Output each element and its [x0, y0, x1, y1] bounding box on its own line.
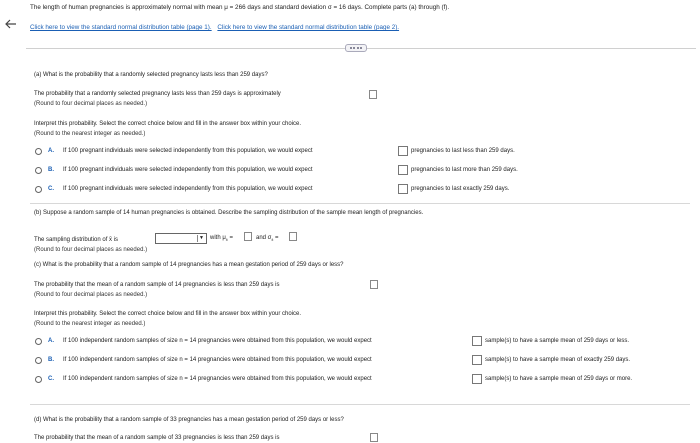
table-links: [30, 24, 399, 31]
part-a-option-b-radio[interactable]: [35, 167, 42, 174]
part-c-option-c-input[interactable]: [472, 374, 482, 384]
part-b-sd-input[interactable]: [289, 232, 297, 241]
part-c-option-b-input[interactable]: [472, 355, 482, 365]
section-divider: [30, 203, 690, 204]
part-d-probability-input[interactable]: [370, 433, 378, 442]
part-a-option-b-text: If 100 pregnant individuals were selected independently from this population, we would expect: [63, 167, 313, 173]
more-dots-icon: [350, 47, 362, 49]
part-a-option-a-radio[interactable]: [35, 148, 42, 155]
part-a-option-b-suffix: pregnancies to last more than 259 days.: [411, 167, 518, 173]
normal-table-link-page-1[interactable]: Click here to view the standard normal distribution table (page 1).: [30, 24, 212, 31]
part-c-option-b-letter: B.: [48, 357, 54, 363]
part-a-option-a-text: If 100 pregnant individuals were selected independently from this population, we would expect: [63, 148, 313, 154]
part-b-mean-label: with $\mu_{x̄}$ =: [210, 235, 233, 243]
part-c-option-b-suffix: sample(s) to have a sample mean of exactly 259 days.: [485, 357, 631, 363]
back-arrow-icon[interactable]: [4, 17, 18, 31]
normal-table-link-page-2[interactable]: Click here to view the standard normal distribution table (page 2).: [217, 24, 400, 31]
part-b-distribution-dropdown[interactable]: [155, 233, 207, 244]
part-c-interpret-round: (Round to the nearest integer as needed.): [34, 321, 146, 327]
part-c-round-note: (Round to four decimal places as needed.): [34, 292, 148, 298]
part-a-option-a-input[interactable]: [398, 146, 408, 156]
part-b-dist-prefix: The sampling distribution of x̄ is: [34, 237, 119, 243]
problem-statement: The length of human pregnancies is approximately normal with mean μ = 266 days and standard deviation σ = 16 days. Complete parts (a) through (f).: [30, 4, 450, 11]
part-c-option-a-suffix: sample(s) to have a sample mean of 259 days or less.: [485, 338, 630, 344]
part-a-option-c-letter: C.: [48, 186, 54, 192]
part-a-option-c-suffix: pregnancies to last exactly 259 days.: [411, 186, 510, 192]
part-c-option-a-radio[interactable]: [35, 338, 42, 345]
part-a-option-c-text: If 100 pregnant individuals were selected independently from this population, we would expect: [63, 186, 313, 192]
part-a-answer-line: The probability that a randomly selected pregnancy lasts less than 259 days is approximately: [34, 91, 281, 97]
part-a-interpret: Interpret this probability. Select the correct choice below and fill in the answer box within your choice.: [34, 121, 302, 127]
part-a-option-a-suffix: pregnancies to last less than 259 days.: [411, 148, 515, 154]
part-a-option-b-input[interactable]: [398, 165, 408, 175]
part-c-option-b-text: If 100 independent random samples of size n = 14 pregnancies were obtained from this population, we would expect: [63, 357, 372, 363]
part-b-question: (b) Suppose a random sample of 14 human pregnancies is obtained. Describe the sampling distribution of the sample mean length of pregnancies.: [34, 210, 424, 216]
part-c-question: (c) What is the probability that a random sample of 14 pregnancies has a mean gestation period of 259 days or less?: [34, 262, 344, 268]
part-c-interpret: Interpret this probability. Select the correct choice below and fill in the answer box within your choice.: [34, 311, 302, 317]
part-a-option-a-letter: A.: [48, 148, 54, 154]
part-a-interpret-round: (Round to the nearest integer as needed.): [34, 131, 146, 137]
expand-more-button[interactable]: [345, 44, 367, 52]
part-c-option-c-radio[interactable]: [35, 376, 42, 383]
part-c-probability-input[interactable]: [370, 280, 378, 289]
part-c-option-c-letter: C.: [48, 376, 54, 382]
part-a-probability-input[interactable]: [369, 90, 377, 99]
part-c-answer-line: The probability that the mean of a random sample of 14 pregnancies is less than 259 days is: [34, 282, 280, 288]
part-a-round-note: (Round to four decimal places as needed.): [34, 101, 148, 107]
part-a-question: (a) What is the probability that a randomly selected pregnancy lasts less than 259 days?: [34, 72, 268, 78]
part-c-option-c-text: If 100 independent random samples of size n = 14 pregnancies were obtained from this population, we would expect: [63, 376, 372, 382]
chevron-down-icon: ▼: [197, 235, 205, 242]
part-c-option-b-radio[interactable]: [35, 357, 42, 364]
part-c-option-a-text: If 100 independent random samples of size n = 14 pregnancies were obtained from this population, we would expect: [63, 338, 372, 344]
part-a-option-c-input[interactable]: [398, 184, 408, 194]
part-c-option-a-letter: A.: [48, 338, 54, 344]
part-c-option-c-suffix: sample(s) to have a sample mean of 259 days or more.: [485, 376, 633, 382]
part-a-option-c-radio[interactable]: [35, 186, 42, 193]
part-b-sd-label: and $\sigma_{x̄}$ =: [256, 235, 279, 243]
part-b-mean-input[interactable]: [244, 232, 252, 241]
part-d-question: (d) What is the probability that a random sample of 33 pregnancies has a mean gestation period of 259 days or less?: [34, 417, 344, 423]
section-divider: [30, 404, 690, 405]
part-a-option-b-letter: B.: [48, 167, 54, 173]
part-d-answer-line: The probability that the mean of a random sample of 33 pregnancies is less than 259 days is: [34, 435, 280, 441]
part-c-option-a-input[interactable]: [472, 336, 482, 346]
part-b-round-note: (Round to four decimal places as needed.): [34, 247, 148, 253]
